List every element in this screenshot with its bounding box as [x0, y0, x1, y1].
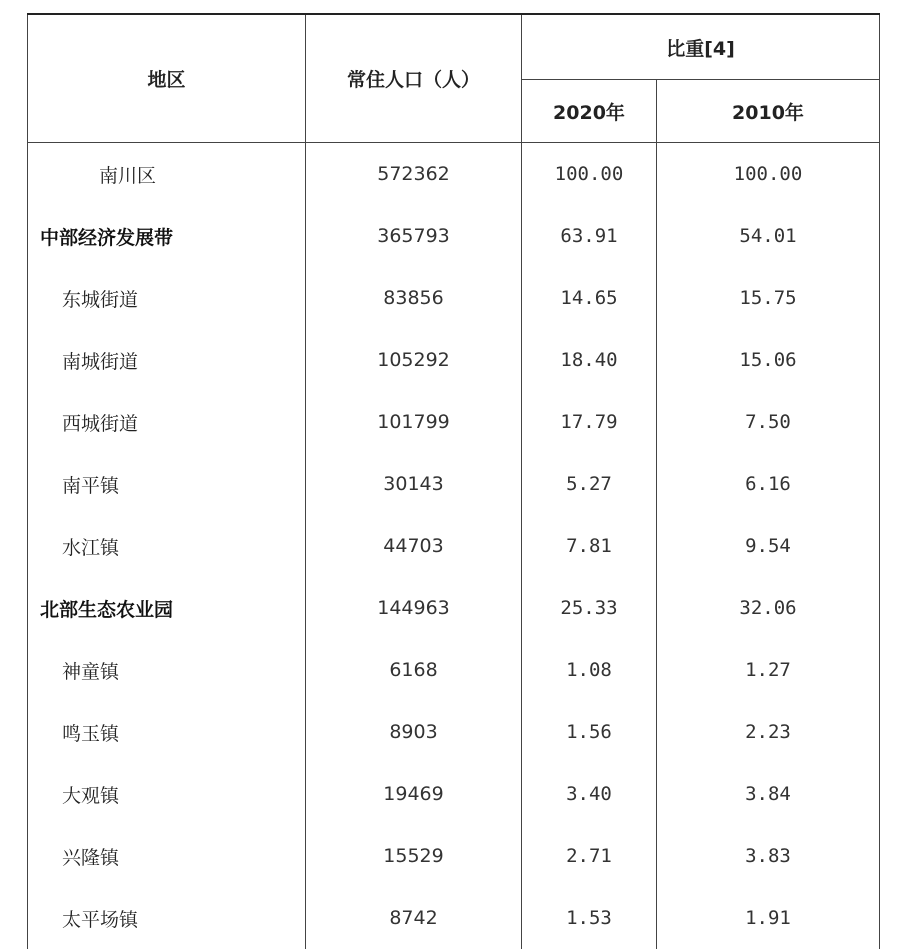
- cell-region: 水江镇: [28, 515, 306, 577]
- cell-population: 15529: [306, 825, 522, 887]
- cell-population: 44703: [306, 515, 522, 577]
- cell-share-2020: 100.00: [522, 143, 657, 206]
- cell-region: 西城街道: [28, 391, 306, 453]
- cell-share-2010: 15.75: [657, 267, 880, 329]
- table-row: [28, 577, 880, 639]
- table-row: [28, 825, 880, 887]
- table-row: [28, 267, 880, 329]
- table-row: [28, 515, 880, 577]
- cell-share-2020: 63.91: [522, 205, 657, 267]
- table-body: [28, 143, 880, 949]
- cell-region: 南城街道: [28, 329, 306, 391]
- cell-share-2010: 15.06: [657, 329, 880, 391]
- cell-share-2020: 17.79: [522, 391, 657, 453]
- cell-share-2010: 32.06: [657, 577, 880, 639]
- cell-share-2010: 100.00: [657, 143, 880, 206]
- cell-region: 神童镇: [28, 639, 306, 701]
- table-row: [28, 639, 880, 701]
- cell-share-2020: 1.53: [522, 887, 657, 949]
- population-table-container: [27, 13, 879, 943]
- cell-region: 兴隆镇: [28, 825, 306, 887]
- table-row: [28, 887, 880, 949]
- header-year-2010: 2010年: [657, 80, 880, 143]
- cell-share-2010: 9.54: [657, 515, 880, 577]
- table-row: [28, 701, 880, 763]
- header-population: 常住人口（人）: [306, 14, 522, 143]
- cell-population: 105292: [306, 329, 522, 391]
- cell-share-2020: 5.27: [522, 453, 657, 515]
- cell-share-2010: 54.01: [657, 205, 880, 267]
- cell-population: 101799: [306, 391, 522, 453]
- cell-population: 8742: [306, 887, 522, 949]
- cell-region: 大观镇: [28, 763, 306, 825]
- cell-population: 144963: [306, 577, 522, 639]
- cell-population: 30143: [306, 453, 522, 515]
- cell-share-2010: 1.91: [657, 887, 880, 949]
- table-row: [28, 329, 880, 391]
- header-year-2020: 2020年: [522, 80, 657, 143]
- cell-share-2020: 3.40: [522, 763, 657, 825]
- cell-share-2020: 1.08: [522, 639, 657, 701]
- cell-population: 572362: [306, 143, 522, 206]
- cell-share-2010: 3.84: [657, 763, 880, 825]
- cell-population: 365793: [306, 205, 522, 267]
- cell-share-2010: 7.50: [657, 391, 880, 453]
- table-header: [28, 14, 880, 143]
- header-share: 比重[4]: [522, 14, 880, 80]
- cell-population: 8903: [306, 701, 522, 763]
- cell-population: 6168: [306, 639, 522, 701]
- cell-share-2020: 2.71: [522, 825, 657, 887]
- cell-share-2020: 7.81: [522, 515, 657, 577]
- cell-region: 中部经济发展带: [28, 205, 306, 267]
- cell-share-2020: 18.40: [522, 329, 657, 391]
- table-row: [28, 763, 880, 825]
- cell-share-2010: 2.23: [657, 701, 880, 763]
- cell-region: 东城街道: [28, 267, 306, 329]
- cell-population: 83856: [306, 267, 522, 329]
- table-row: [28, 391, 880, 453]
- cell-region: 北部生态农业园: [28, 577, 306, 639]
- cell-population: 19469: [306, 763, 522, 825]
- cell-region: 南川区: [28, 143, 306, 206]
- cell-region: 南平镇: [28, 453, 306, 515]
- cell-share-2010: 3.83: [657, 825, 880, 887]
- cell-share-2010: 6.16: [657, 453, 880, 515]
- cell-share-2020: 25.33: [522, 577, 657, 639]
- population-table: [27, 13, 880, 949]
- table-row: [28, 453, 880, 515]
- cell-region: 鸣玉镇: [28, 701, 306, 763]
- cell-share-2020: 14.65: [522, 267, 657, 329]
- table-row: [28, 143, 880, 206]
- cell-share-2020: 1.56: [522, 701, 657, 763]
- header-region: 地区: [28, 14, 306, 143]
- cell-share-2010: 1.27: [657, 639, 880, 701]
- cell-region: 太平场镇: [28, 887, 306, 949]
- table-row: [28, 205, 880, 267]
